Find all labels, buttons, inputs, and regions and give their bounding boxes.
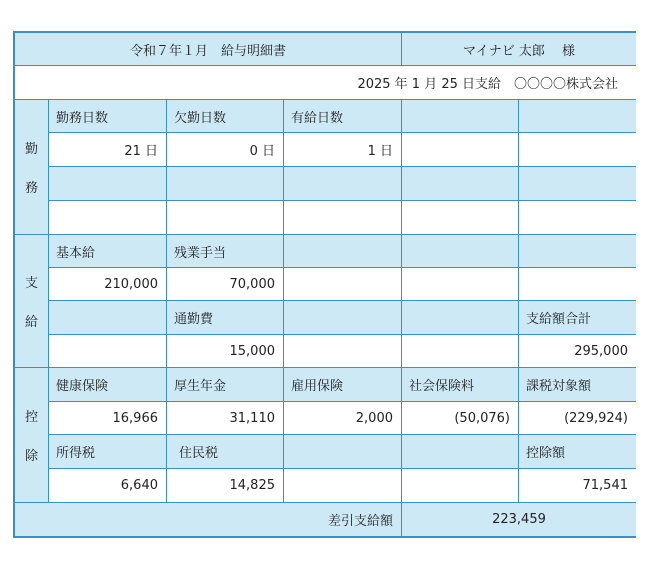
empty-cell xyxy=(402,133,519,167)
label-work-days: 勤務日数 xyxy=(49,100,167,133)
label-resident-tax: 住民税 xyxy=(167,435,284,469)
empty-cell xyxy=(519,167,636,201)
empty-cell xyxy=(49,167,167,201)
empty-cell xyxy=(519,100,636,133)
value-net-pay: 223,459 xyxy=(402,503,636,536)
label-base-salary: 基本給 xyxy=(49,235,167,268)
label-commute: 通勤費 xyxy=(167,301,284,335)
value-social-insurance: (50,076) xyxy=(402,402,519,435)
empty-cell xyxy=(167,201,284,235)
section-deduction-char-1: 控 xyxy=(24,410,38,425)
label-pension: 厚生年金 xyxy=(167,368,284,402)
payslip-title: 令和７年１月 給与明細書 xyxy=(15,33,402,66)
label-absent-days: 欠勤日数 xyxy=(167,100,284,133)
empty-cell xyxy=(402,435,519,469)
empty-cell xyxy=(402,469,519,503)
empty-cell xyxy=(519,201,636,235)
empty-cell xyxy=(167,167,284,201)
empty-cell xyxy=(49,201,167,235)
value-total-deduction: 71,541 xyxy=(519,469,636,503)
label-employment-insurance: 雇用保険 xyxy=(284,368,402,402)
empty-cell xyxy=(284,469,402,503)
empty-cell xyxy=(284,201,402,235)
section-deduction xyxy=(15,368,49,503)
label-total-deduction: 控除額 xyxy=(519,435,636,469)
section-attendance-char-1: 勤 xyxy=(24,142,38,157)
empty-cell xyxy=(284,335,402,368)
label-health-insurance: 健康保険 xyxy=(49,368,167,402)
empty-cell xyxy=(49,301,167,335)
section-payment-char-1: 支 xyxy=(24,276,38,291)
value-commute: 15,000 xyxy=(167,335,284,368)
section-attendance-char-2: 務 xyxy=(24,181,38,196)
value-employment-insurance: 2,000 xyxy=(284,402,402,435)
empty-cell xyxy=(284,235,402,268)
section-payment-char-2: 給 xyxy=(24,315,38,330)
empty-cell xyxy=(519,268,636,301)
payment-date-company: 2025 年 1 月 25 日支給 〇〇〇〇株式会社 xyxy=(15,66,636,100)
empty-cell xyxy=(402,235,519,268)
value-resident-tax: 14,825 xyxy=(167,469,284,503)
value-health-insurance: 16,966 xyxy=(49,402,167,435)
empty-cell xyxy=(284,268,402,301)
value-pension: 31,110 xyxy=(167,402,284,435)
section-payment xyxy=(15,235,49,368)
value-income-tax: 6,640 xyxy=(49,469,167,503)
label-social-insurance: 社会保険料 xyxy=(402,368,519,402)
section-attendance xyxy=(15,100,49,235)
empty-cell xyxy=(402,335,519,368)
label-income-tax: 所得税 xyxy=(49,435,167,469)
value-paid-leave-days: 1 日 xyxy=(284,133,402,167)
empty-cell xyxy=(284,301,402,335)
empty-cell xyxy=(402,301,519,335)
label-taxable-amount: 課税対象額 xyxy=(519,368,636,402)
empty-cell xyxy=(519,235,636,268)
empty-cell xyxy=(284,167,402,201)
value-taxable-amount: (229,924) xyxy=(519,402,636,435)
value-overtime: 70,000 xyxy=(167,268,284,301)
value-work-days: 21 日 xyxy=(49,133,167,167)
empty-cell xyxy=(402,167,519,201)
label-net-pay: 差引支給額 xyxy=(15,503,402,536)
empty-cell xyxy=(402,268,519,301)
value-total-payment: 295,000 xyxy=(519,335,636,368)
label-total-payment: 支給額合計 xyxy=(519,301,636,335)
empty-cell xyxy=(402,100,519,133)
label-paid-leave-days: 有給日数 xyxy=(284,100,402,133)
value-absent-days: 0 日 xyxy=(167,133,284,167)
empty-cell xyxy=(49,335,167,368)
empty-cell xyxy=(402,201,519,235)
label-overtime: 残業手当 xyxy=(167,235,284,268)
section-deduction-char-2: 除 xyxy=(24,449,38,464)
payslip-table xyxy=(13,31,636,538)
empty-cell xyxy=(284,435,402,469)
value-base-salary: 210,000 xyxy=(49,268,167,301)
recipient-name: マイナビ 太郎 様 xyxy=(402,33,636,66)
empty-cell xyxy=(519,133,636,167)
